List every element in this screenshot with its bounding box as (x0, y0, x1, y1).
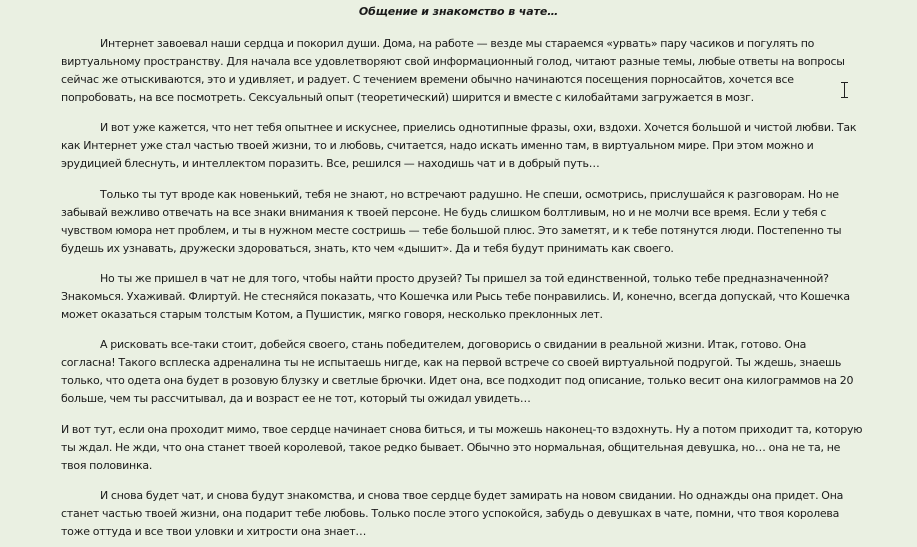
paragraph-line: Но ты же пришел в чат не для того, чтобы найти просто друзей? Ты пришел за той единственной, только тебе предназначенной? (100, 272, 829, 285)
paragraph-line: как Интернет уже стал частью твоей жизни, то и любовь, считается, надо искать именно там, в виртуальном мире. При этом можно и (61, 139, 814, 152)
paragraph-line: попробовать, на все посмотреть. Сексуальный опыт (теоретический) ширится и вместе с килобайтами загружается в мозг. (61, 91, 754, 104)
paragraph (61, 270, 851, 324)
paragraph-line: ты ждал. Не жди, что она станет твоей королевой, такое редко бывает. Обычно это нормальная, общительная девушка, но… она не та, не (61, 441, 841, 454)
paragraph-line: твоя половинка. (61, 459, 153, 472)
paragraph-line: виртуальному пространству. Для начала все удовлетворяют свой информационный голод, читают разные темы, любые ответы на вопросы (61, 55, 845, 68)
text-ibeam-cursor-icon (840, 82, 850, 98)
paragraph-line: И вот уже кажется, что нет тебя опытнее и искуснее, приелись однотипные фразы, охи, вздохи. Хочется большой и чистой любви. Так (100, 121, 857, 134)
paragraph-line: И снова будет чат, и снова будут знакомства, и снова твое сердце будет замирать на новом свидании. Но однажды она придет. Она (100, 489, 844, 502)
paragraph-line: сейчас же отыскиваются, это и удивляет, и радует. С течением времени обычно начинаются посещения порносайтов, хочется все (61, 73, 794, 86)
paragraph (61, 487, 851, 541)
paragraph-line: станет частью твоей жизни, она подарит тебе любовь. Только после этого успокойся, забудь о девушках в чате, помни, что твоя королева (61, 507, 840, 520)
paragraph (61, 119, 857, 173)
paragraph-line: может оказаться старым толстым Котом, а Пушистик, мягко говоря, несколько преклонных лет. (61, 308, 603, 321)
paragraph-line: будешь их узнавать, дружески здороваться, знать, кто чем «дышит». Да и тебя будут принимать как своего. (61, 242, 674, 255)
paragraph-line: чувством юмора нет проблем, и ты в нужном месте состришь — тебе большой плюс. Это заметят, и к тебе потянутся люди. Постепенно ты (61, 224, 842, 237)
paragraph-line: тоже оттуда и все твои уловки и хитрости она знает… (61, 525, 367, 538)
document-title: Общение и знакомство в чате… (358, 5, 559, 18)
paragraph (61, 186, 851, 258)
paragraph (61, 336, 854, 408)
paragraph-line: эрудицией блеснуть, и интеллектом поразить. Все, решился — находишь чат и в добрый путь… (61, 157, 600, 170)
paragraph-line: Знакомься. Ухаживай. Флиртуй. Не стесняйся показать, что Кошечка или Рысь тебе понравились. И, конечно, всегда допускай, что Кошечка (61, 290, 850, 303)
paragraph-line: А рисковать все-таки стоит, добейся своего, стань победителем, договорись о свидании в реальной жизни. Итак, готово. Она (100, 338, 807, 351)
paragraph-line: только, что одета она будет в розовую блузку и светлые брючки. Идет она, все подходит под описание, только весит она килограммов на 20 (61, 374, 854, 387)
paragraph (61, 35, 851, 107)
paragraph-line: Интернет завоевал наши сердца и покорил души. Дома, на работе — везде мы стараемся «урвать» пару часиков и погулять по (100, 37, 815, 50)
paragraph (61, 421, 863, 475)
paragraph-line: И вот тут, если она проходит мимо, твое сердце начинает снова биться, и ты можешь наконец-то вздохнуть. Ну а потом приходит та, которую (61, 423, 863, 436)
paragraph-line: согласна! Такого всплеска адреналина ты не испытаешь нигде, как на первой встрече со своей виртуальной подругой. Ты ждешь, знаешь (61, 356, 842, 369)
paragraph-line: Только ты тут вроде как новенький, тебя не знают, но встречают радушно. Не спеши, осмотрись, прислушайся к разговорам. Но не (100, 188, 839, 201)
paragraph-line: больше, чем ты рассчитывал, да и возраст ее не тот, который ты ожидал увидеть… (61, 392, 531, 405)
paragraph-line: забывай вежливо отвечать на все знаки внимания к твоей персоне. Не будь слишком болтливым, но и не молчи все время. Если у тебя с (61, 206, 827, 219)
